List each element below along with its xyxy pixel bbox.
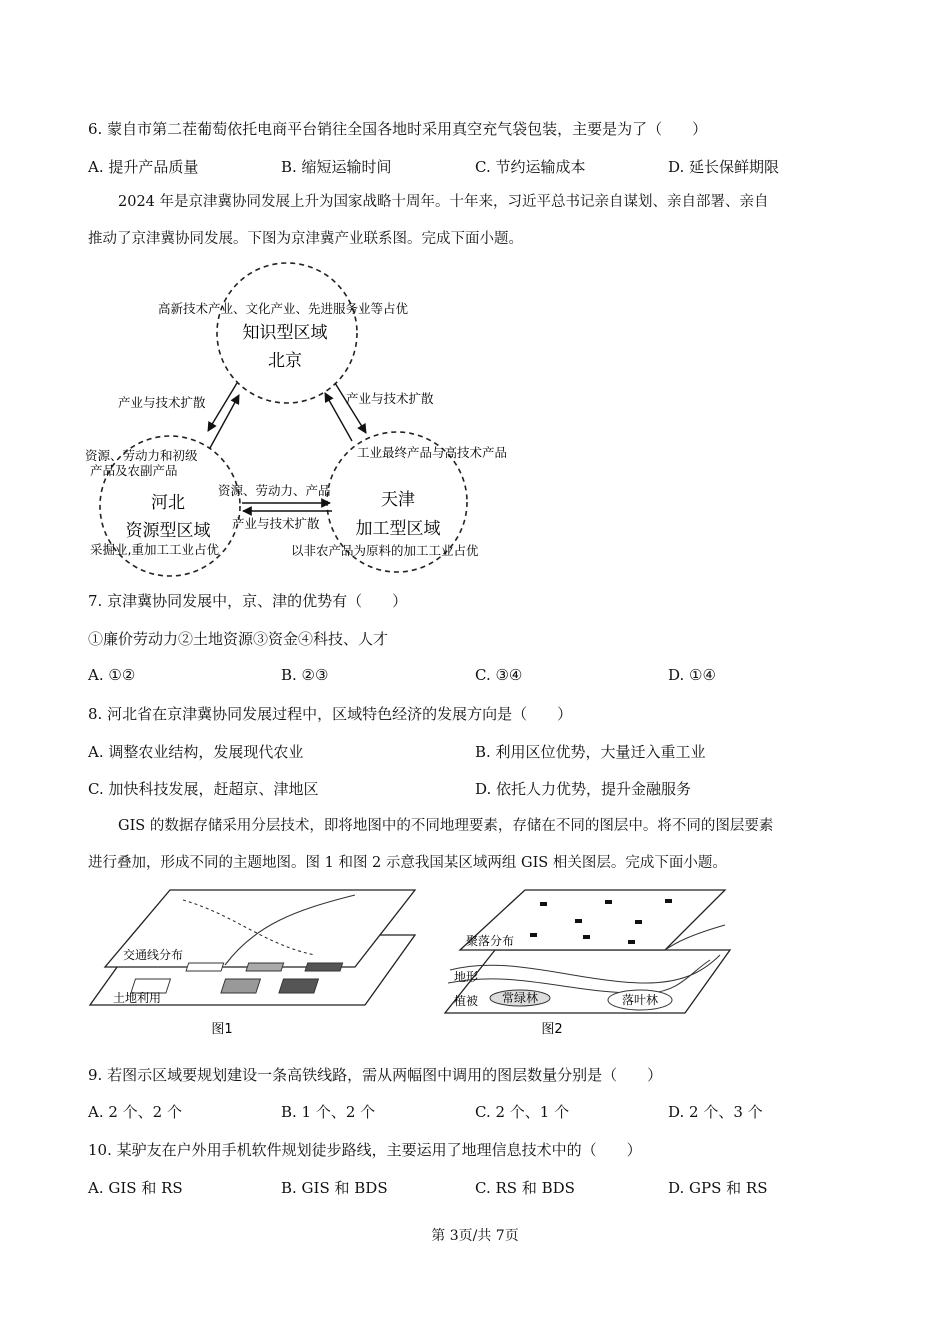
q7-choices: ①廉价劳动力②土地资源③资金④科技、人才 <box>88 630 389 648</box>
q9-option-d: D. 2 个、3 个 <box>668 1103 763 1121</box>
fig2-caption: 图2 <box>541 1022 563 1037</box>
arrow-right-label: 产业与技术扩散 <box>346 391 434 406</box>
figure-1-gis-layers <box>85 885 430 1045</box>
tianjin-note-bottom: 以非农产品为原料的加工工业占优 <box>291 543 479 558</box>
settlement-7 <box>583 935 590 939</box>
intro-paragraph-2 <box>88 808 862 882</box>
q8-question: 8. 河北省在京津冀协同发展过程中，区域特色经济的发展方向是（ ） <box>88 705 573 723</box>
q7-option-b: B. ②③ <box>281 666 329 684</box>
q6-option-d: D. 延长保鲜期限 <box>668 158 780 176</box>
q6-option-c: C. 节约运输成本 <box>475 158 586 176</box>
hebei-note-bottom: 采掘业,重加工工业占优 <box>90 542 219 557</box>
arrow-left-label: 产业与技术扩散 <box>118 395 206 410</box>
fig1-parcel-6 <box>305 963 343 971</box>
industry-linkage-diagram <box>80 258 540 583</box>
settlement-4 <box>575 919 582 923</box>
q7-option-c: C. ③④ <box>475 666 523 684</box>
q6-option-b: B. 缩短运输时间 <box>281 158 392 176</box>
q8-option-d: D. 依托人力优势，提升金融服务 <box>475 780 692 798</box>
hebei-name: 河北 <box>151 493 185 513</box>
settlement-3 <box>665 899 672 903</box>
hebei-note-top-2: 产品及农副产品 <box>90 463 178 478</box>
beijing-name: 北京 <box>268 351 302 371</box>
middle-bottom-label: 产业与技术扩散 <box>232 516 320 531</box>
tianjin-name: 天津 <box>381 490 415 510</box>
fig2-mid-label: 地形 <box>454 970 479 984</box>
figure-2-gis-layers <box>440 885 740 1045</box>
fig2-bottom-layer <box>445 950 730 1013</box>
fig1-top-label: 交通线分布 <box>123 948 184 962</box>
q10-option-d: D. GPS 和 RS <box>668 1179 768 1197</box>
beijing-title: 知识型区域 <box>242 323 328 343</box>
settlement-5 <box>635 920 642 924</box>
intro2-line1: GIS 的数据存储采用分层技术，即将地图中的不同地理要素，存储在不同的图层中。将不同的图层要素 <box>118 818 774 834</box>
q10-question: 10. 某驴友在户外用手机软件规划徒步路线，主要运用了地理信息技术中的（ ） <box>88 1141 642 1159</box>
middle-top-label: 资源、劳动力、产品 <box>218 483 331 498</box>
fig1-bottom-label: 土地利用 <box>113 991 162 1005</box>
q10-option-a: A. GIS 和 RS <box>88 1179 183 1197</box>
page-footer: 第 3页/共 7页 <box>431 1228 519 1244</box>
fig1-parcel-4 <box>186 963 224 971</box>
settlement-1 <box>540 902 547 906</box>
intro1-line2: 推动了京津冀协同发展。下图为京津冀产业联系图。完成下面小题。 <box>88 231 523 247</box>
tianjin-note-top: 工业最终产品与高技术产品 <box>357 445 508 460</box>
fig1-parcel-2 <box>221 979 261 993</box>
hebei-title: 资源型区域 <box>125 521 211 541</box>
settlement-2 <box>605 900 612 904</box>
fig1-caption: 图1 <box>211 1022 233 1037</box>
q8-option-c: C. 加快科技发展，赶超京、津地区 <box>88 780 319 798</box>
q9-option-a: A. 2 个、2 个 <box>88 1103 182 1121</box>
fig1-parcel-3 <box>279 979 319 993</box>
q7-option-a: A. ①② <box>88 666 136 684</box>
q6-option-a: A. 提升产品质量 <box>88 158 199 176</box>
beijing-note: 高新技术产业、文化产业、先进服务业等占优 <box>157 301 409 316</box>
fig2-top-label: 聚落分布 <box>466 934 515 948</box>
q7-question: 7. 京津冀协同发展中，京、津的优势有（ ） <box>88 592 408 610</box>
q9-question: 9. 若图示区域要规划建设一条高铁线路，需从两幅图中调用的图层数量分别是（ ） <box>88 1066 663 1084</box>
settlement-8 <box>628 940 635 944</box>
intro2-line2: 进行叠加，形成不同的主题地图。图 1 和图 2 示意我国某区域两组 GIS 相关图层。完成下面小题。 <box>88 855 727 871</box>
intro-paragraph-1 <box>88 184 862 258</box>
intro1-line1: 2024 年是京津冀协同发展上升为国家战略十周年。十年来，习近平总书记亲自谋划、亲自部署、亲自 <box>118 194 769 210</box>
q9-option-c: C. 2 个、1 个 <box>475 1103 570 1121</box>
settlement-6 <box>530 933 537 937</box>
q10-option-c: C. RS 和 BDS <box>475 1179 575 1197</box>
q8-option-a: A. 调整农业结构，发展现代农业 <box>88 743 304 761</box>
hebei-note-top-1: 资源、劳动力和初级 <box>85 448 198 463</box>
q8-option-b: B. 利用区位优势，大量迁入重工业 <box>475 743 706 761</box>
tianjin-title: 加工型区域 <box>355 519 441 539</box>
q7-option-d: D. ①④ <box>668 666 716 684</box>
fig1-parcel-5 <box>246 963 284 971</box>
q9-option-b: B. 1 个、2 个 <box>281 1103 376 1121</box>
fig2-deciduous-label: 落叶林 <box>622 993 659 1007</box>
q10-option-b: B. GIS 和 BDS <box>281 1179 388 1197</box>
fig2-bottom-label: 植被 <box>454 994 479 1008</box>
q6-question: 6. 蒙自市第二茬葡萄依托电商平台销往全国各地时采用真空充气袋包装，主要是为了（ ） <box>88 120 708 138</box>
fig2-evergreen-label: 常绿林 <box>502 991 539 1005</box>
